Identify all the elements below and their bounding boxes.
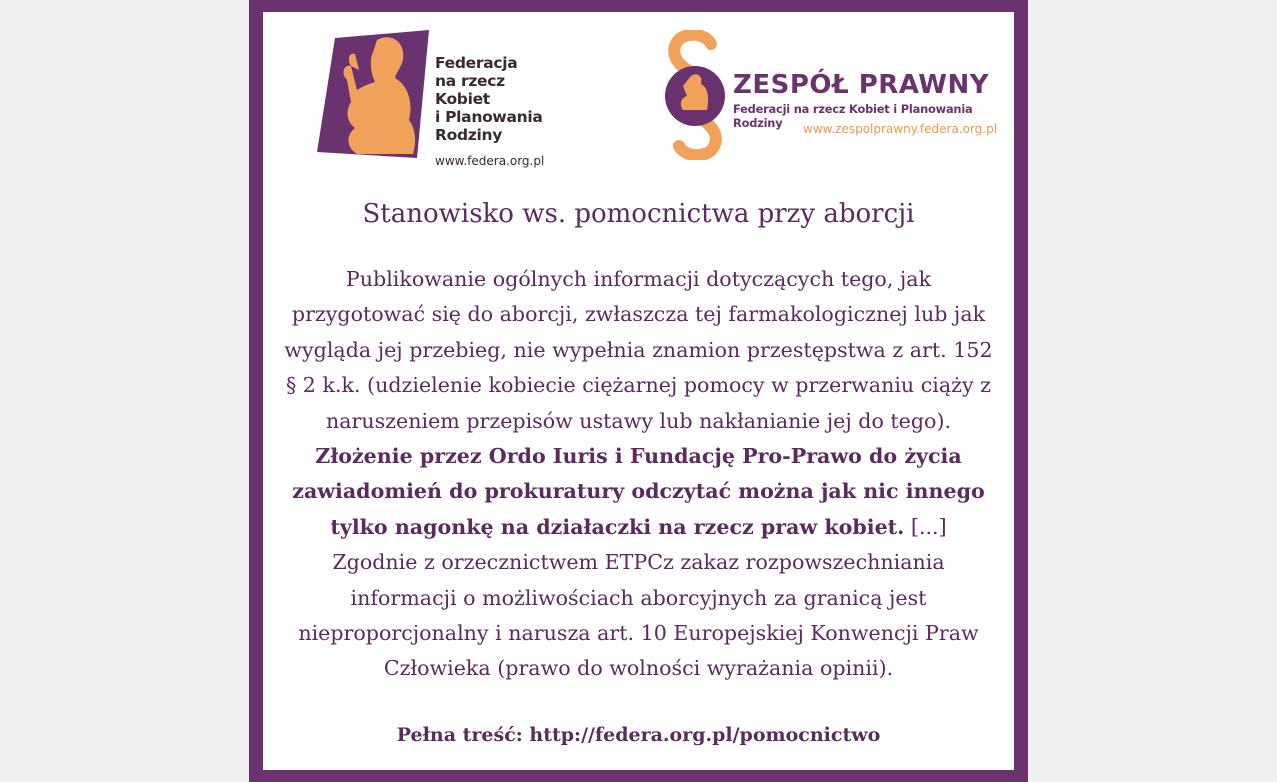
federacja-logo (317, 30, 557, 168)
paragraph-ordo-iuris (277, 439, 1000, 545)
statement-body (277, 262, 1000, 687)
paragraph-intro: Publikowanie ogólnych informacji dotyczących tego, jak przygotować się do aborcji, zwłaszcza tej farmakologicznej lub jak wygląda jej przebieg, nie wypełnia znamion przestępstwa z art. 152 § 2 k.k. (udzielenie kobiecie ciężarnej pomocy w przerwaniu ciąży z naruszeniem przepisów ustawy lub nakłanianie jej do tego). (284, 267, 993, 433)
full-text-label: Pełna treść: (396, 724, 530, 746)
zespol-prawny-subtitle: Federacji na rzecz Kobiet i Planowania Rodziny (733, 102, 973, 130)
zespol-prawny-url: www.zespolprawny.federa.org.pl (803, 122, 998, 136)
zespol-prawny-logo (661, 30, 1001, 162)
paragraph-ordo-iuris-ellipsis: [...] (904, 514, 947, 539)
federacja-url: www.federa.org.pl (435, 154, 545, 168)
statement-title: Stanowisko ws. pomocnictwa przy aborcji (362, 199, 915, 229)
federacja-name: Federacja na rzecz Kobiet i Planowania Rodziny (435, 54, 543, 144)
statement-card (263, 12, 1014, 770)
paragraph-etpcz: Zgodnie z orzecznictwem ETPCz zakaz rozpowszechniania informacji o możliwościach aborcyjnych za granicą jest nieproporcjonalny i narusza art. 10 Europejskiej Konwencji Praw Człowieka (prawo do wolności wyrażania opinii). (298, 550, 979, 681)
woman-figure-logo-icon (317, 30, 429, 158)
full-text-footer (263, 724, 1014, 746)
full-text-link[interactable]: http://federa.org.pl/pomocnictwo (529, 724, 881, 746)
paragraph-ordo-iuris-bold: Złożenie przez Ordo Iuris i Fundację Pro-Prawo do życia zawiadomień do prokuratury odczytać można jak nic innego tylko nagonkę na działaczki na rzecz praw kobiet. (292, 444, 985, 539)
zespol-prawny-name: ZESPÓŁ PRAWNY (733, 70, 990, 100)
paragraph-sign-logo-icon (661, 30, 729, 160)
purple-frame (249, 0, 1028, 782)
